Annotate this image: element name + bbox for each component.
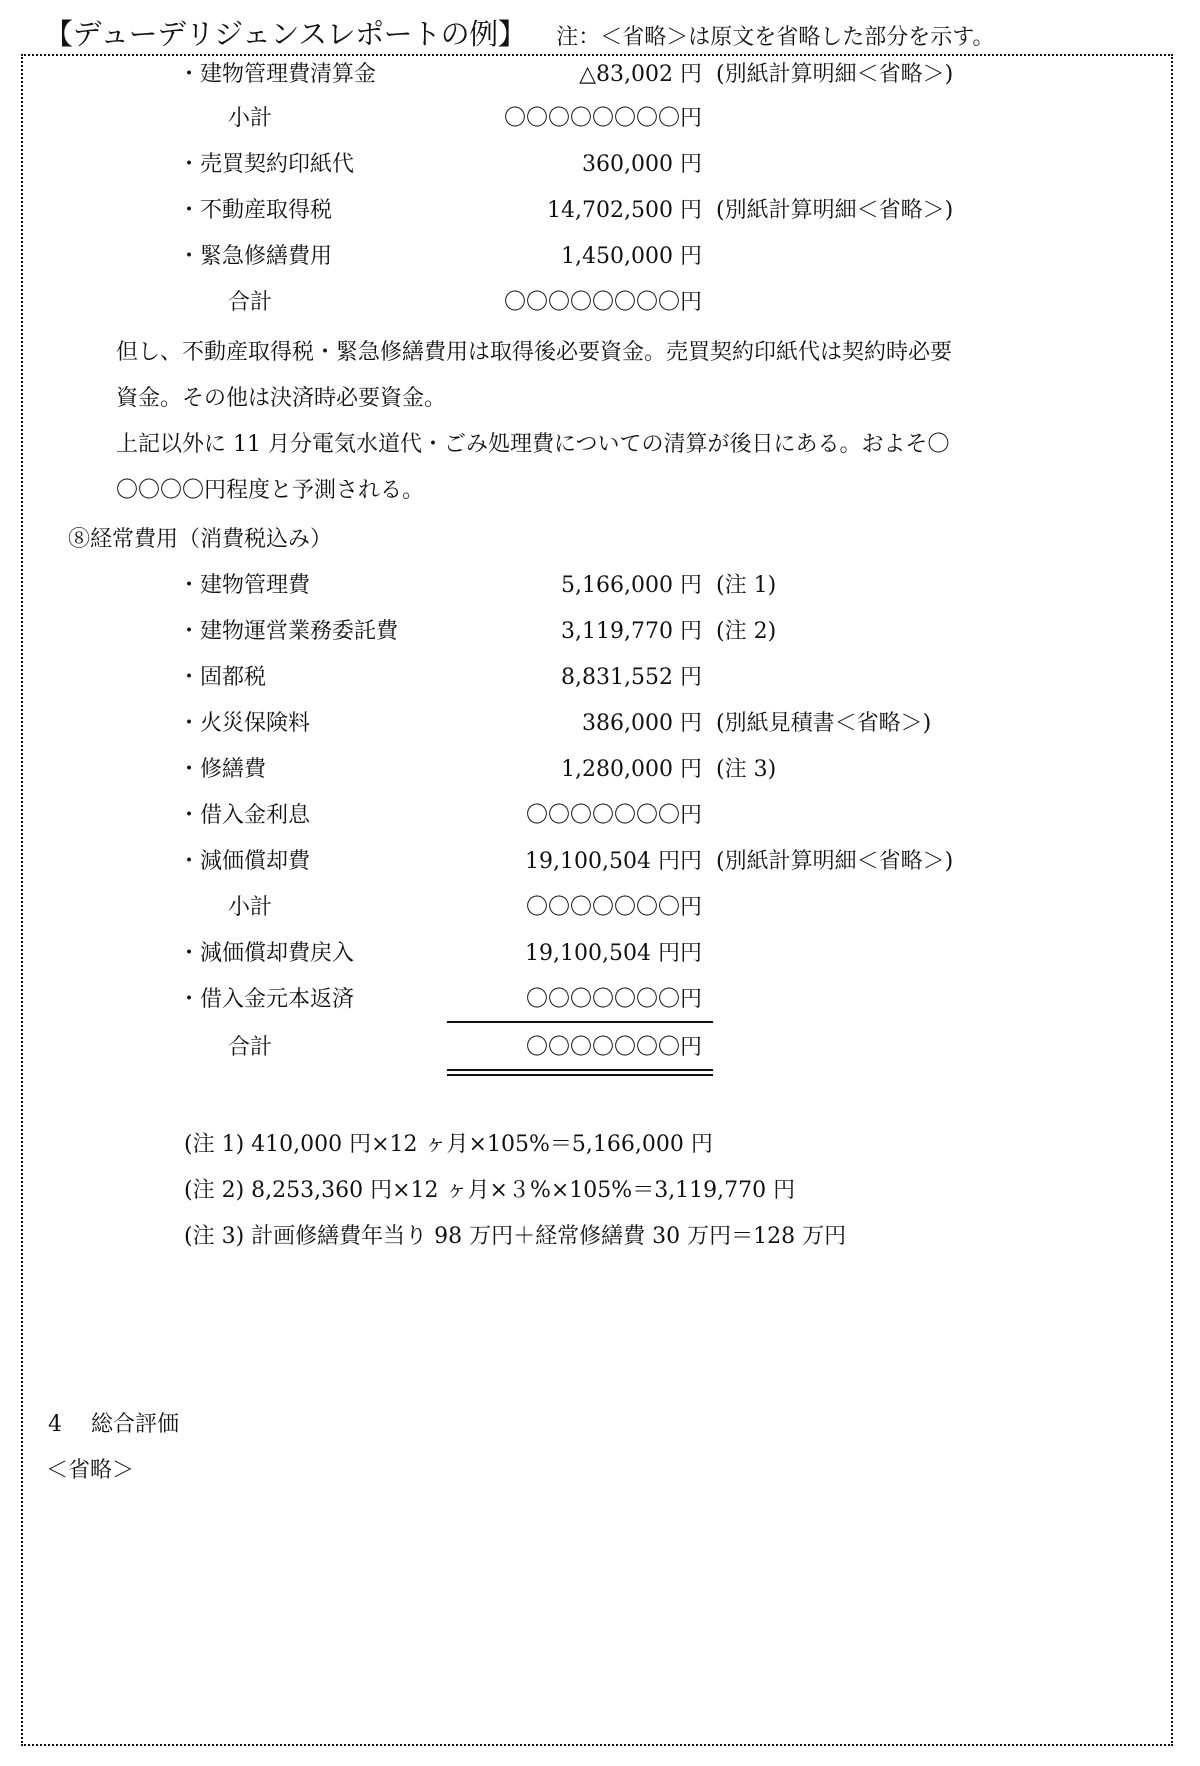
row-amount: 19,100,504 円円 xyxy=(525,941,702,966)
section8-heading: ⑧経常費用（消費税込み） xyxy=(68,527,333,552)
row-label: ・建物運営業務委託費 xyxy=(178,619,399,644)
row-label: ・緊急修繕費用 xyxy=(178,244,333,269)
row-note: (別紙計算明細＜省略＞) xyxy=(716,198,954,223)
row-amount: 386,000 円 xyxy=(582,711,702,736)
footnote: (注 1) 410,000 円×12 ヶ月×105%＝5,166,000 円 xyxy=(184,1132,713,1157)
row-amount: △83,002 円 xyxy=(579,62,702,87)
row-amount: 19,100,504 円円 xyxy=(525,849,702,874)
footnote: (注 3) 計画修繕費年当り 98 万円＋経常修繕費 30 万円＝128 万円 xyxy=(184,1224,847,1249)
row-note: (別紙見積書＜省略＞) xyxy=(716,711,932,736)
paragraph-line: 資金。その他は決済時必要資金。 xyxy=(116,386,447,411)
footnote: (注 2) 8,253,360 円×12 ヶ月×３%×105%＝3,119,770 円 xyxy=(184,1178,796,1203)
section4-body: ＜省略＞ xyxy=(46,1458,135,1483)
document-title: 【デューデリジェンスレポートの例】 xyxy=(44,17,527,51)
row-note: (別紙計算明細＜省略＞) xyxy=(716,849,954,874)
row-note: (別紙計算明細＜省略＞) xyxy=(716,62,954,87)
row-amount: 〇〇〇〇〇〇〇円 xyxy=(525,1035,702,1060)
row-amount: 1,450,000 円 xyxy=(561,244,702,269)
row-label: ・減価償却費戻入 xyxy=(178,941,355,966)
section4-heading: 4 総合評価 xyxy=(48,1412,179,1437)
row-label: ・借入金利息 xyxy=(178,803,311,828)
subtotal-rule xyxy=(447,1021,713,1023)
omission-note: 注：＜省略＞は原文を省略した部分を示す。 xyxy=(556,25,995,50)
row-label: 小計 xyxy=(228,106,273,131)
row-amount: 3,119,770 円 xyxy=(561,619,702,644)
row-note: (注 3) xyxy=(716,757,777,782)
row-amount: 〇〇〇〇〇〇〇円 xyxy=(525,895,702,920)
row-label: 小計 xyxy=(228,895,273,920)
row-label: ・固都税 xyxy=(178,665,267,690)
row-label: ・売買契約印紙代 xyxy=(178,152,355,177)
row-amount: 8,831,552 円 xyxy=(561,665,702,690)
row-note: (注 1) xyxy=(716,573,777,598)
row-label: ・修繕費 xyxy=(178,757,267,782)
row-label: ・建物管理費 xyxy=(178,573,311,598)
row-label: 合計 xyxy=(228,290,273,315)
document-header xyxy=(44,12,994,52)
paragraph-line: 上記以外に 11 月分電気水道代・ごみ処理費についての清算が後日にある。およそ〇 xyxy=(116,432,950,457)
row-label: ・減価償却費 xyxy=(178,849,311,874)
row-amount: 360,000 円 xyxy=(582,152,702,177)
total-double-rule xyxy=(447,1069,713,1076)
paragraph-line: 〇〇〇〇円程度と予測される。 xyxy=(116,478,425,503)
row-amount: 〇〇〇〇〇〇〇円 xyxy=(525,803,702,828)
row-amount: 1,280,000 円 xyxy=(561,757,702,782)
row-label: ・不動産取得税 xyxy=(178,198,333,223)
row-label: 合計 xyxy=(228,1035,273,1060)
row-label: ・建物管理費清算金 xyxy=(178,62,377,87)
row-amount: 〇〇〇〇〇〇〇〇円 xyxy=(503,106,702,131)
row-label: ・借入金元本返済 xyxy=(178,987,355,1012)
row-amount: 5,166,000 円 xyxy=(561,573,702,598)
row-note: (注 2) xyxy=(716,619,777,644)
paragraph-line: 但し、不動産取得税・緊急修繕費用は取得後必要資金。売買契約印紙代は契約時必要 xyxy=(116,340,953,365)
row-amount: 〇〇〇〇〇〇〇円 xyxy=(525,987,702,1012)
row-amount: 14,702,500 円 xyxy=(547,198,702,223)
row-label: ・火災保険料 xyxy=(178,711,311,736)
row-amount: 〇〇〇〇〇〇〇〇円 xyxy=(503,290,702,315)
